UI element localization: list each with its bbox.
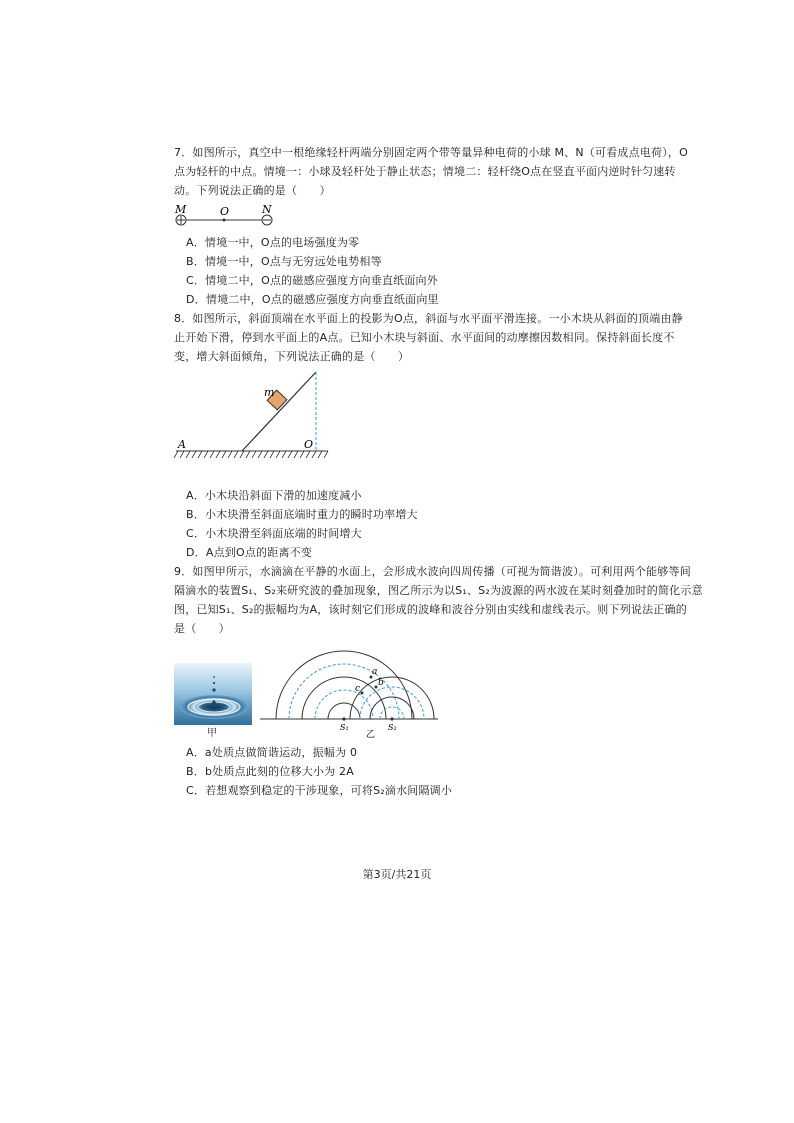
q7-rod-figure xyxy=(170,203,285,229)
q9-line-4: 是（ ） xyxy=(174,622,230,635)
q7-label-n: N xyxy=(262,203,272,216)
q9-label-a: a xyxy=(372,667,378,677)
q8-line-1: 8．如图所示，斜面顶端在水平面上的投影为O点，斜面与水平面平滑连接。一小木块从斜面的顶端由静 xyxy=(174,312,683,325)
q8-label-a: A xyxy=(178,438,186,451)
q8-option-b: B．小木块滑至斜面底端时重力的瞬时功率增大 xyxy=(186,508,418,521)
q7-line-1: 7．如图所示，真空中一根绝缘轻杆两端分别固定两个带等量异种电荷的小球 M、N（可看成点电荷），O xyxy=(174,146,688,159)
q9-option-a: A．a处质点做简谐运动，振幅为 0 xyxy=(186,746,358,759)
q7-line-3: 动。下列说法正确的是（ ） xyxy=(174,184,331,197)
q7-line-2: 点为轻杆的中点。情境一：小球及轻杆处于静止状态；情境二：轻杆绕O点在竖直平面内逆时针匀速转 xyxy=(174,165,676,178)
q8-option-d: D．A点到O点的距离不变 xyxy=(186,546,313,559)
q8-label-m: m xyxy=(264,386,275,399)
page-footer: 第3页/共21页 xyxy=(362,868,432,881)
q8-label-o: O xyxy=(304,438,314,451)
q9-label-jia: 甲 xyxy=(207,728,218,739)
q9-line-3: 图，已知S₁、S₂的振幅均为A，该时刻它们形成的波峰和波谷分别由实线和虚线表示。则下列说法正确的 xyxy=(174,603,687,616)
q7-option-b: B．情境一中，O点与无穷远处电势相等 xyxy=(186,255,382,268)
q9-water-drop-photo xyxy=(174,663,252,725)
q9-option-b: B．b处质点此刻的位移大小为 2A xyxy=(186,765,354,778)
q9-line-1: 9．如图甲所示，水滴滴在平静的水面上，会形成水波向四周传播（可视为简谐波）。可利用两个能够等间 xyxy=(174,565,691,578)
q9-label-yi: 乙 xyxy=(366,730,376,739)
q9-label-s1: S₁ xyxy=(340,723,349,732)
q8-incline-figure xyxy=(172,366,332,464)
q7-label-m: M xyxy=(175,203,187,216)
q9-label-s2: S₂ xyxy=(388,723,397,732)
q7-option-c: C．情境二中，O点的磁感应强度方向垂直纸面向外 xyxy=(186,274,438,287)
q8-line-2: 止开始下滑，停到水平面上的A点。已知小木块与斜面、水平面间的动摩擦因数相同。保持斜面长度不 xyxy=(174,331,675,344)
q8-option-a: A．小木块沿斜面下滑的加速度减小 xyxy=(186,489,362,502)
q7-label-o: O xyxy=(220,205,230,218)
q9-label-b: b xyxy=(378,678,384,688)
q9-label-c: c xyxy=(355,684,361,694)
q8-line-3: 变，增大斜面倾角，下列说法正确的是（ ） xyxy=(174,350,410,363)
q8-option-c: C．小木块滑至斜面底端的时间增大 xyxy=(186,527,362,540)
q9-option-c: C．若想观察到稳定的干涉现象，可将S₂滴水间隔调小 xyxy=(186,784,453,797)
q9-line-2: 隔滴水的装置S₁、S₂来研究波的叠加现象，图乙所示为以S₁、S₂为波源的两水波在某时刻叠加时的简化示意 xyxy=(174,584,703,597)
q7-option-a: A．情境一中，O点的电场强度为零 xyxy=(186,236,360,249)
q7-option-d: D．情境二中，O点的磁感应强度方向垂直纸面向里 xyxy=(186,293,439,306)
q9-interference-diagram xyxy=(258,641,440,739)
